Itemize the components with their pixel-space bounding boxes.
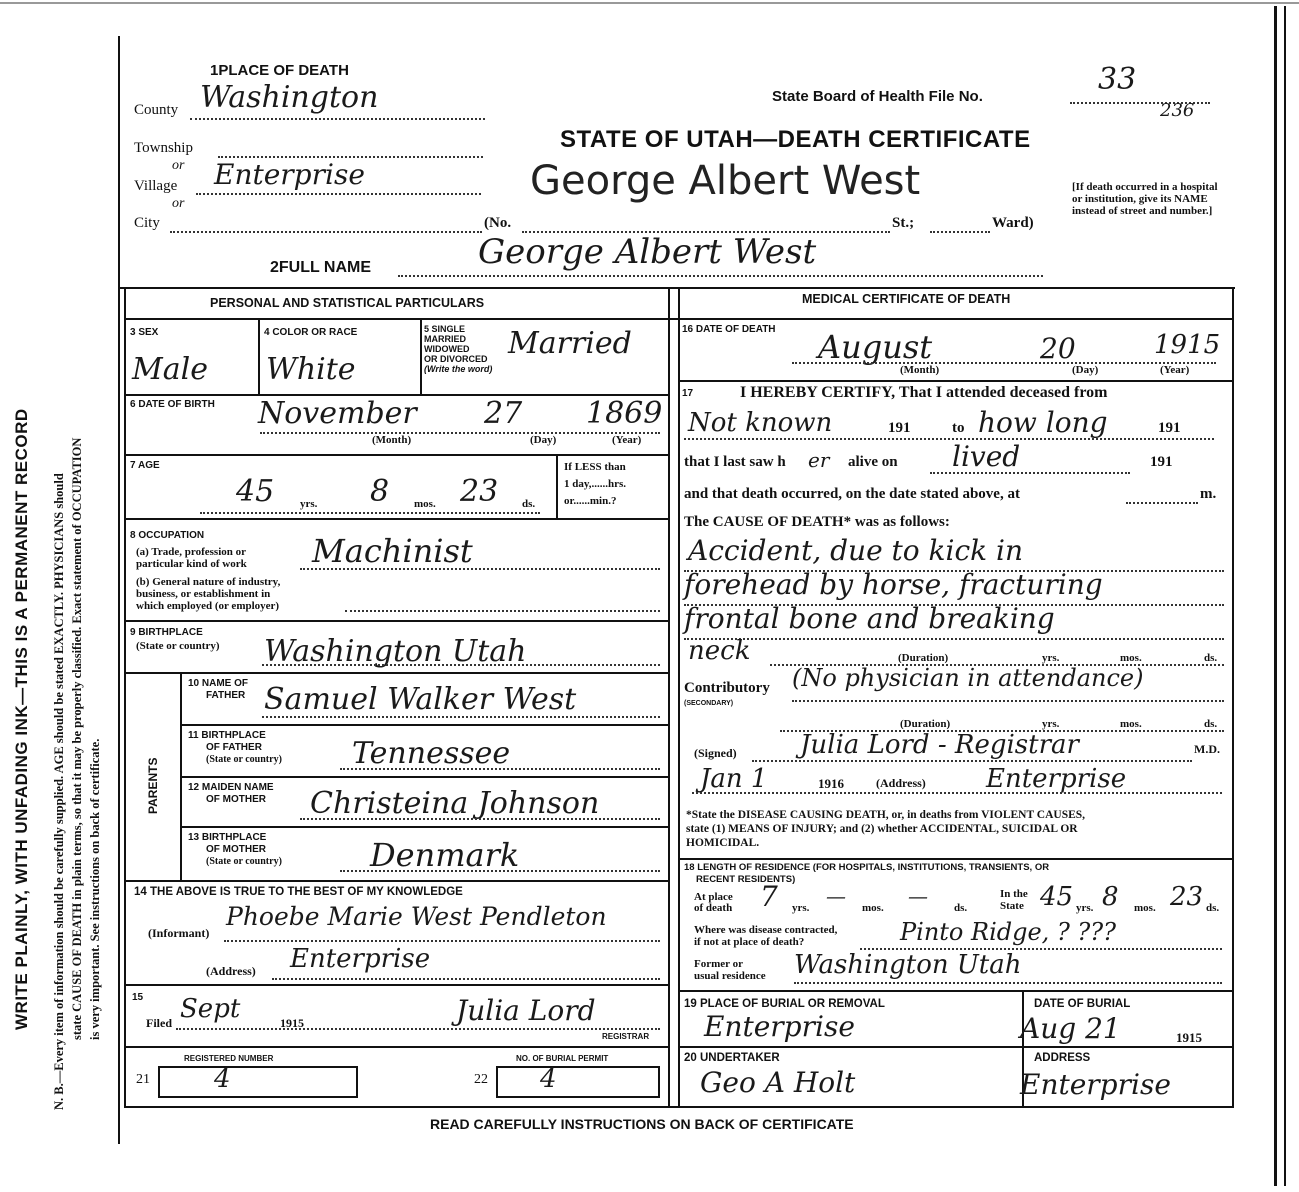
file-no-label: State Board of Health File No.: [772, 88, 983, 105]
sig-address-value: Enterprise: [986, 764, 1127, 794]
age-months: 8: [370, 474, 390, 509]
undertaker-label: 20 UNDERTAKER: [684, 1052, 780, 1064]
cause-line-3: frontal bone and breaking: [684, 602, 1055, 635]
mos-label: mos.: [414, 498, 436, 510]
burial-permit-label: NO. OF BURIAL PERMIT: [516, 1054, 609, 1063]
marital-value: Married: [508, 326, 632, 361]
permanent-record-note: WRITE PLAINLY, WITH UNFADING INK—THIS IS A PERMANENT RECORD: [12, 408, 31, 1030]
rule: [124, 620, 668, 622]
reg-number-box: [158, 1066, 358, 1098]
fbp-line: [340, 768, 660, 770]
occ-a: (a) Trade, profession or: [136, 546, 246, 558]
filed-line: [176, 1028, 660, 1030]
last-saw-pronoun: er: [808, 448, 830, 472]
township-label: Township: [134, 140, 193, 156]
cause-label: The CAUSE OF DEATH* was as follows:: [684, 514, 950, 530]
full-name-label: 2FULL NAME: [270, 259, 372, 276]
death-occurred-label: and that death occurred, on the date stated above, at: [684, 486, 1020, 502]
reg-number-label: REGISTERED NUMBER: [184, 1054, 274, 1063]
left-border: [118, 36, 120, 1144]
mother-name-label: [188, 782, 274, 806]
fbp-2: OF FATHER: [206, 742, 262, 753]
cause-rule-3: [684, 638, 1224, 640]
color-label: 4 COLOR OR RACE: [264, 327, 358, 338]
res-ds: ds.: [954, 902, 968, 914]
md-label: M.D.: [1194, 742, 1220, 756]
former: Former or: [694, 958, 743, 970]
note-2: state (1) MEANS OF INJURY; and (2) whether ACCIDENTAL, SUICIDAL OR: [686, 823, 1078, 835]
color-value: White: [266, 352, 356, 387]
mother-birthplace-value: Denmark: [370, 836, 520, 874]
burial-permit-num: 22: [474, 1072, 488, 1087]
mbp-3: (State or country): [206, 856, 282, 867]
city-label: City: [134, 215, 160, 231]
yr-3: 191: [1150, 454, 1173, 470]
where-contracted: Where was disease contracted,: [694, 924, 838, 936]
cause-instructions: [686, 808, 1085, 850]
county-label: County: [134, 102, 179, 118]
undertaker-value: Geo A Holt: [700, 1066, 856, 1099]
burial-place-value: Enterprise: [704, 1010, 855, 1043]
dod-line: [792, 362, 1216, 364]
state-years-value: 45: [1040, 882, 1074, 912]
col-divider: [420, 318, 422, 394]
burial-place-label: 19 PLACE OF BURIAL OR REMOVAL: [684, 998, 885, 1010]
true-statement-label: 14 THE ABOVE IS TRUE TO THE BEST OF MY KNOWLEDGE: [134, 886, 463, 898]
age-days: 23: [460, 474, 499, 509]
occ-line-1: [300, 568, 660, 570]
fbp-3: (State or country): [206, 754, 282, 765]
day-caption: (Day): [530, 434, 557, 446]
birthplace-sublabel: (State or country): [136, 640, 220, 652]
at-line: [1126, 502, 1198, 504]
marital-label: [424, 324, 492, 374]
center-divider-2: [678, 287, 680, 1107]
res-label-2: RECENT RESIDENTS): [696, 874, 796, 885]
dur-mos-2: mos.: [1120, 718, 1142, 730]
place-of-death-label: 1PLACE OF DEATH: [210, 62, 349, 79]
burial-permit-value: 4: [540, 1064, 557, 1094]
former-residence-value: Washington Utah: [794, 950, 1022, 980]
m-label: m.: [1200, 486, 1217, 502]
parents-divider: [180, 672, 182, 880]
rule: [124, 518, 668, 520]
state-ds: ds.: [1206, 902, 1220, 914]
res-years-value: 7: [760, 880, 778, 913]
yr-1: 191: [888, 420, 911, 436]
village-value: Enterprise: [214, 158, 365, 191]
res-days-value: —: [908, 884, 928, 908]
less-1: If LESS than: [564, 461, 626, 473]
signed-line: [752, 760, 1192, 762]
col-divider: [556, 454, 558, 518]
ward-label: Ward): [992, 215, 1034, 231]
age-years: 45: [236, 474, 275, 509]
state-months-value: 8: [1102, 882, 1119, 912]
village-label: Village: [134, 178, 178, 194]
res-yrs: yrs.: [792, 902, 810, 914]
attended-line: [684, 438, 1214, 440]
state-mos: mos.: [1134, 902, 1156, 914]
state: State: [1000, 900, 1024, 912]
certificate-title: STATE OF UTAH—DEATH CERTIFICATE: [560, 126, 1031, 153]
col-divider: [258, 318, 260, 394]
father-label-1: 10 NAME OF: [188, 678, 249, 689]
mother-birthplace-label: [188, 832, 282, 868]
marital-divorced: OR DIVORCED: [424, 354, 488, 364]
marital-widowed: WIDOWED: [424, 344, 470, 354]
duration-1: (Duration): [898, 652, 949, 664]
birthplace-line: [262, 664, 660, 666]
at-place: At place: [694, 891, 733, 903]
nb-note-3: is very important. See instructions on back of certificate.: [88, 738, 102, 1040]
father-label-2: FATHER: [206, 690, 246, 701]
reg-number-value: 4: [214, 1064, 231, 1094]
rule: [678, 1046, 1232, 1048]
registrar-caption: REGISTRAR: [602, 1032, 650, 1041]
father-birthplace-value: Tennessee: [352, 736, 511, 771]
age-line: [200, 512, 540, 514]
duration-2: (Duration): [900, 718, 951, 730]
residence-label: [684, 862, 1049, 886]
year-caption: (Year): [612, 434, 642, 446]
occ-b2: business, or establishment in: [136, 588, 271, 600]
medical-heading: MEDICAL CERTIFICATE OF DEATH: [802, 292, 1011, 306]
of-death: of death: [694, 902, 733, 914]
occ-a2: particular kind of work: [136, 558, 247, 570]
mbp-1: 13 BIRTHPLACE: [188, 832, 267, 843]
father-name-label: [188, 678, 248, 702]
rule: [124, 984, 668, 986]
dur-ds-1: ds.: [1204, 652, 1218, 664]
personal-heading: PERSONAL AND STATISTICAL PARTICULARS: [210, 296, 485, 310]
informant-value: Phoebe Marie West Pendleton: [226, 902, 607, 931]
burial-date-year: 1915: [1176, 1030, 1202, 1045]
rule: [124, 672, 668, 674]
cert-num: 17: [682, 388, 694, 399]
age-label: 7 AGE: [130, 460, 160, 471]
center-divider: [668, 287, 670, 1107]
dob-month: November: [258, 396, 417, 431]
no-label: (No.: [484, 215, 512, 231]
month-caption: (Month): [372, 434, 412, 446]
if-not: if not at place of death?: [694, 936, 805, 948]
alive-on-value: lived: [952, 440, 1021, 473]
less-2: 1 day,......hrs.: [564, 478, 627, 490]
occ-line-2: [345, 610, 660, 612]
ds-label: ds.: [522, 498, 536, 510]
burial-date-value: Aug 21: [1020, 1012, 1121, 1045]
cause-line-4: neck: [688, 636, 751, 666]
contributory-line: [792, 700, 1224, 702]
filed-year: 1915: [280, 1016, 304, 1030]
res-mos: mos.: [862, 902, 884, 914]
to-label: to: [952, 420, 965, 436]
footer-instructions: READ CAREFULLY INSTRUCTIONS ON BACK OF CERTIFICATE: [430, 1116, 854, 1132]
parents-label: PARENTS: [146, 757, 160, 814]
yr-2: 191: [1158, 420, 1181, 436]
sex-label: 3 SEX: [130, 327, 159, 338]
former-line: [794, 982, 1222, 984]
mother-1: 12 MAIDEN NAME: [188, 782, 274, 793]
dur-yrs-2: yrs.: [1042, 718, 1060, 730]
burial-date-label: DATE OF BURIAL: [1034, 998, 1131, 1010]
name-written-top: George Albert West: [530, 158, 921, 204]
marital-write: (Write the word): [424, 364, 493, 374]
nb-note-1: N. B.—Every item of information should be carefully supplied. AGE should be stated EXACTLY. PHYSICIANS should: [52, 473, 66, 1110]
signed-date: Jan 1: [700, 764, 768, 794]
rule: [678, 858, 1232, 860]
nb-note-2: state CAUSE OF DEATH in plain terms, so that it may be properly classified. Exact statement of OCCUPATION: [70, 437, 84, 1040]
father-name-value: Samuel Walker West: [264, 682, 577, 717]
village-line: [196, 193, 481, 195]
top-edge: [0, 2, 1299, 4]
dob-year: 1869: [586, 396, 663, 431]
in-the: In the: [1000, 888, 1028, 900]
or-label: or: [172, 158, 185, 173]
yrs-label: yrs.: [300, 498, 318, 510]
occ-b: (b) General nature of industry,: [136, 576, 281, 588]
dod-year: 1915: [1154, 330, 1221, 360]
state-days-value: 23: [1170, 882, 1204, 912]
sig-address-label: (Address): [876, 776, 926, 790]
alive-line: [930, 472, 1130, 474]
marital-married: MARRIED: [424, 334, 466, 344]
informant-label: (Informant): [148, 926, 210, 940]
address-value: Enterprise: [290, 944, 431, 974]
rule: [180, 724, 668, 726]
contributory-value: (No physician in attendance): [792, 664, 1144, 692]
hospital-note: [If death occurred in a hospital or institution, give its NAME instead of street and number.]: [1072, 181, 1218, 217]
alive-on-label: alive on: [848, 454, 898, 470]
cause-line-2: forehead by horse, fracturing: [684, 568, 1103, 601]
rule: [180, 826, 668, 828]
rule: [180, 776, 668, 778]
last-saw-label: that I last saw h: [684, 454, 786, 470]
st-label: St.;: [892, 215, 915, 231]
father-line: [262, 716, 660, 718]
dob-day: 27: [484, 396, 523, 431]
county-line: [190, 118, 485, 120]
occ-b3: which employed (or employer): [136, 600, 280, 612]
county-value: Washington: [200, 80, 379, 115]
right-table-border: [1232, 287, 1234, 1107]
dur-ds-2: ds.: [1204, 718, 1218, 730]
or-label: or: [172, 196, 185, 211]
attended-to: how long: [978, 406, 1108, 439]
dod-label: 16 DATE OF DEATH: [682, 324, 776, 335]
dur-yrs-1: yrs.: [1042, 652, 1060, 664]
signed-label: (Signed): [694, 746, 737, 760]
reg-number-num: 21: [136, 1072, 150, 1087]
rule: [124, 1046, 668, 1048]
mother-2: OF MOTHER: [206, 794, 266, 805]
burial-permit-box: [496, 1066, 660, 1098]
occupation-value: Machinist: [312, 532, 473, 570]
filed-num: 15: [132, 992, 144, 1003]
address-line: [272, 978, 660, 980]
st-line: [930, 231, 990, 233]
former-residence-label: [694, 958, 766, 982]
signed-year: 1916: [818, 776, 844, 791]
rule: [124, 454, 668, 456]
attended-from: Not known: [688, 408, 833, 438]
birthplace-label: 9 BIRTHPLACE: [130, 627, 203, 638]
dod-day: 20: [1040, 332, 1076, 365]
occupation-desc: [136, 546, 280, 612]
mbp-2: OF MOTHER: [206, 844, 266, 855]
res-label-1: 18 LENGTH OF RESIDENCE (FOR HOSPITALS, INSTITUTIONS, TRANSIENTS, OR: [684, 862, 1050, 873]
at-place-label: [694, 892, 733, 914]
contributory-label: Contributory: [684, 680, 770, 696]
file-no-value: 33: [1098, 62, 1137, 97]
address-label: (Address): [206, 964, 256, 978]
contracted-value: Pinto Ridge, ? ???: [900, 918, 1117, 946]
right-border-outer: [1284, 6, 1286, 1186]
dod-day-cap: (Day): [1072, 364, 1099, 376]
dod-year-cap: (Year): [1160, 364, 1190, 376]
dod-month-cap: (Month): [900, 364, 940, 376]
full-name-line: [398, 275, 1043, 277]
file-no-value-2: 236: [1160, 100, 1195, 121]
certify-text: I HEREBY CERTIFY, That I attended deceased from: [740, 384, 1108, 401]
filed-registrar-signature: Julia Lord: [456, 994, 596, 1027]
dob-label: 6 DATE OF BIRTH: [130, 399, 215, 410]
mbp-line: [340, 870, 660, 872]
birthplace-value: Washington Utah: [264, 634, 527, 669]
father-birthplace-label: [188, 730, 282, 766]
signed-value: Julia Lord - Registrar: [800, 730, 1079, 760]
rule: [678, 990, 1232, 992]
sex-value: Male: [132, 352, 208, 387]
fbp-1: 11 BIRTHPLACE: [188, 730, 266, 741]
informant-line: [224, 940, 660, 942]
state-yrs: yrs.: [1076, 902, 1094, 914]
cause-line-1: Accident, due to kick in: [688, 534, 1024, 567]
occupation-label: 8 OCCUPATION: [130, 530, 205, 541]
undertaker-address-value: Enterprise: [1020, 1068, 1171, 1101]
bottom-rule: [124, 1106, 1234, 1108]
dod-month: August: [818, 328, 933, 366]
note-3: HOMICIDAL.: [686, 837, 760, 849]
city-line: [170, 231, 482, 233]
res-months-value: —: [826, 884, 846, 908]
rule: [678, 380, 1232, 382]
full-name-value: George Albert West: [478, 232, 817, 272]
secondary-label: (SECONDARY): [684, 700, 734, 707]
filed-month: Sept: [180, 994, 241, 1024]
note-1: *State the DISEASE CAUSING DEATH, or, in deaths from VIOLENT CAUSES,: [686, 809, 1086, 821]
dur-mos-1: mos.: [1120, 652, 1142, 664]
rule: [124, 880, 668, 882]
less-3: or......min.?: [564, 495, 617, 507]
marital-single: 5 SINGLE: [424, 324, 466, 334]
filed-label: Filed: [146, 1016, 172, 1030]
less-than-label: [564, 459, 626, 510]
in-state-label: [1000, 888, 1028, 912]
dob-line: [260, 432, 660, 434]
sig-date-line: [692, 792, 1222, 794]
contracted-label: [694, 924, 837, 948]
undertaker-address-label: ADDRESS: [1034, 1052, 1091, 1064]
mother-line: [300, 818, 660, 820]
mother-name-value: Christeina Johnson: [310, 786, 600, 821]
right-border: [1274, 6, 1277, 1186]
usual: usual residence: [694, 970, 766, 982]
